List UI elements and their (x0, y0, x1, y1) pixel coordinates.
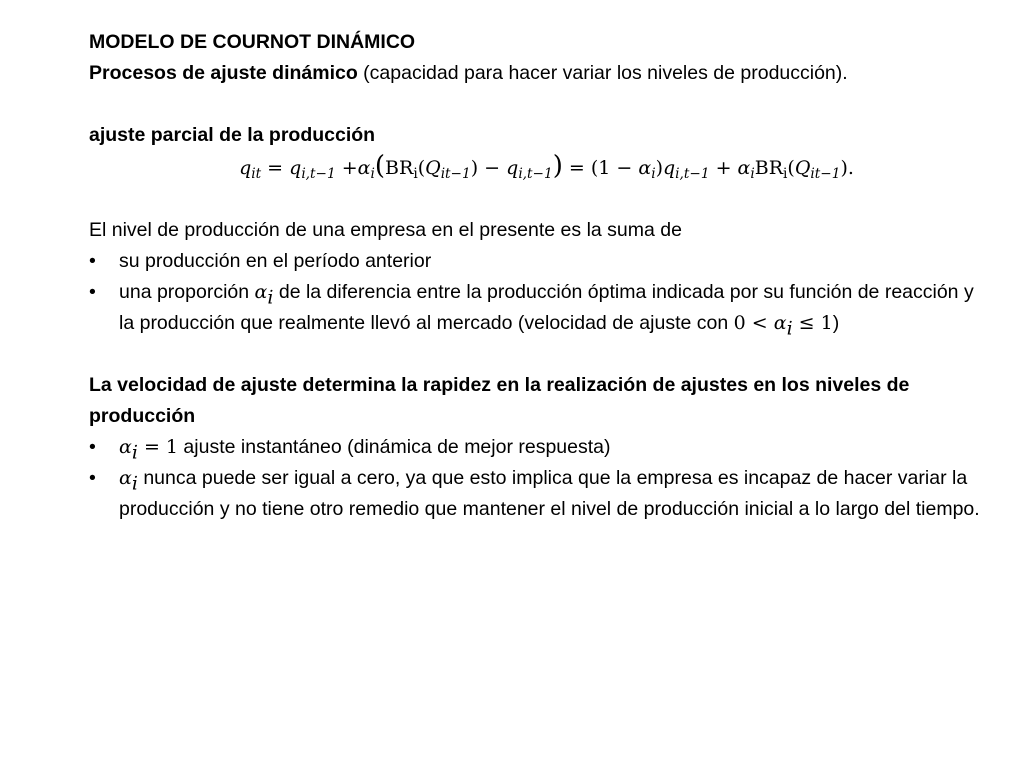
subtitle-rest: (capacidad para hacer variar los niveles de producción). (357, 62, 848, 84)
eq-paren: ) (655, 157, 663, 179)
eq-q: q (289, 157, 302, 179)
spacer (89, 89, 994, 120)
eq-sub: i,t−1 (518, 165, 553, 182)
eq-paren: ( (787, 157, 795, 179)
eq-alpha: α (737, 157, 751, 179)
eq-op: = (261, 157, 290, 179)
eq-sub: it (251, 165, 262, 182)
alpha-eq: = 1 (137, 436, 179, 458)
eq-sub: i (783, 165, 788, 182)
para1-intro: El nivel de producción de una empresa en el presente es la suma de (89, 219, 682, 241)
eq-op: − (478, 157, 507, 179)
eq-paren: ) (470, 157, 479, 179)
eq-sub: i,t−1 (301, 165, 336, 182)
eq-q: q (239, 157, 252, 179)
slide-content (89, 27, 994, 525)
eq-sub: i (413, 165, 418, 182)
alpha-sub: i (131, 441, 138, 464)
eq-br: BR (385, 157, 414, 179)
s2-bullet2-text: nunca puede ser igual a cero, ya que esto implica que la empresa es incapaz de hacer variar la producción y no tiene otro remedio que mantener el nivel de producción inicial a lo largo del tiempo. (119, 467, 980, 520)
eq-op: + (709, 157, 738, 179)
subtitle-line (89, 58, 994, 89)
alpha-sub: i (786, 317, 793, 340)
s2-bullet1-text: ajuste instantáneo (dinámica de mejor respuesta) (178, 436, 611, 458)
eq-Q: Q (794, 157, 811, 179)
eq-paren: ) (552, 151, 563, 181)
eq-sub: i,t−1 (675, 165, 710, 182)
alpha-sub: i (131, 472, 138, 495)
alpha-symbol: α (119, 467, 132, 489)
alpha-symbol: α (119, 436, 132, 458)
section2-heading: La velocidad de ajuste determina la rapidez en la realización de ajustes en los niveles de producción (89, 374, 910, 427)
eq-op: = (1 − (562, 157, 639, 179)
bullet-item (89, 463, 994, 525)
ineq-a: 0 < (733, 312, 774, 334)
eq-op: + (335, 157, 358, 179)
eq-q: q (506, 157, 519, 179)
eq-sub: it−1 (810, 165, 841, 182)
bullet2-text-a: una proporción (119, 281, 255, 303)
alpha-sub: i (267, 286, 274, 309)
slide-title: MODELO DE COURNOT DINÁMICO (89, 31, 416, 53)
bullet-marker: • (89, 281, 96, 303)
eq-paren: ( (374, 151, 386, 181)
bullet-item (89, 277, 994, 339)
eq-sub: i (750, 165, 755, 182)
spacer (89, 184, 994, 215)
adjustment-equation (89, 151, 994, 184)
ineq-b: ≤ 1 (792, 312, 833, 334)
eq-alpha: α (638, 157, 652, 179)
bullet2-text-b: de la diferencia entre la producción óptima indicada por su función de reacción y la producción que realmente llevó al mercado (velocidad de ajuste con (119, 281, 974, 334)
bullet-marker: • (89, 250, 96, 272)
eq-end: ). (840, 157, 854, 179)
bullet-item (89, 246, 994, 277)
bullet2-end: ) (832, 312, 840, 334)
eq-alpha: α (357, 157, 371, 179)
eq-paren: ( (417, 157, 426, 179)
section1-heading: ajuste parcial de la producción (89, 124, 376, 146)
bullet1-text: su producción en el período anterior (119, 250, 432, 272)
alpha-symbol: α (254, 281, 268, 303)
bullet-marker: • (89, 436, 96, 458)
eq-sub: it−1 (440, 165, 471, 182)
eq-Q: Q (425, 157, 441, 179)
bullet-marker: • (89, 467, 96, 489)
eq-sub: i (370, 165, 375, 182)
eq-sub: i (651, 165, 656, 182)
eq-br: BR (754, 157, 784, 179)
subtitle-bold: Procesos de ajuste dinámico (89, 62, 358, 84)
eq-q: q (662, 157, 676, 179)
alpha-symbol: α (773, 312, 787, 334)
spacer (89, 339, 994, 370)
bullet-item (89, 432, 994, 463)
